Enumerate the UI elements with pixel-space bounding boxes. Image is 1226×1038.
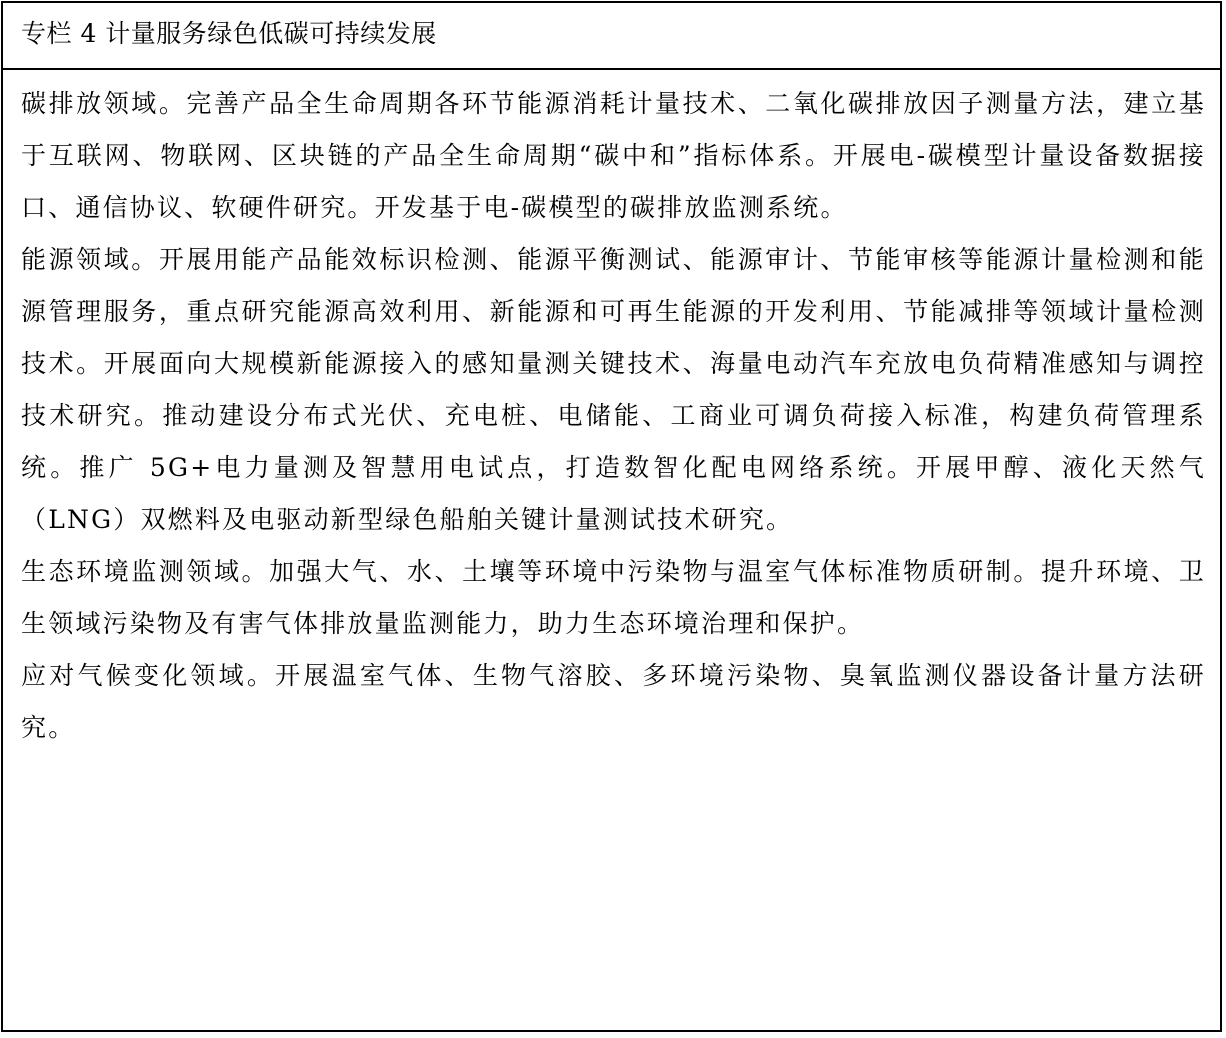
paragraph-eco-environment: 生态环境监测领域。加强大气、水、土壤等环境中污染物与温室气体标准物质研制。提升环境、卫生领域污染物及有害气体排放量监测能力，助力生态环境治理和保护。	[21, 557, 1206, 638]
feature-box	[1, 1, 1222, 1032]
paragraph-climate-change: 应对气候变化领域。开展温室气体、生物气溶胶、多环境污染物、臭氧监测仪器设备计量方法研究。	[21, 661, 1206, 742]
paragraph-carbon-emission: 碳排放领域。完善产品全生命周期各环节能源消耗计量技术、二氧化碳排放因子测量方法，建立基于互联网、物联网、区块链的产品全生命周期“碳中和”指标体系。开展电-碳模型计量设备数据接口、通信协议、软硬件研究。开发基于电-碳模型的碳排放监测系统。	[21, 89, 1206, 222]
box-content	[3, 70, 1220, 754]
box-title: 专栏 4 计量服务绿色低碳可持续发展	[3, 3, 1220, 70]
paragraph-energy: 能源领域。开展用能产品能效标识检测、能源平衡测试、能源审计、节能审核等能源计量检测和能源管理服务，重点研究能源高效利用、新能源和可再生能源的开发利用、节能减排等领域计量检测技术。开展面向大规模新能源接入的感知量测关键技术、海量电动汽车充放电负荷精准感知与调控技术研究。推动建设分布式光伏、充电桩、电储能、工商业可调负荷接入标准，构建负荷管理系统。推广 5G+电力量测及智慧用电试点，打造数智化配电网络系统。开展甲醇、液化天然气（LNG）双燃料及电驱动新型绿色船舶关键计量测试技术研究。	[21, 245, 1206, 534]
